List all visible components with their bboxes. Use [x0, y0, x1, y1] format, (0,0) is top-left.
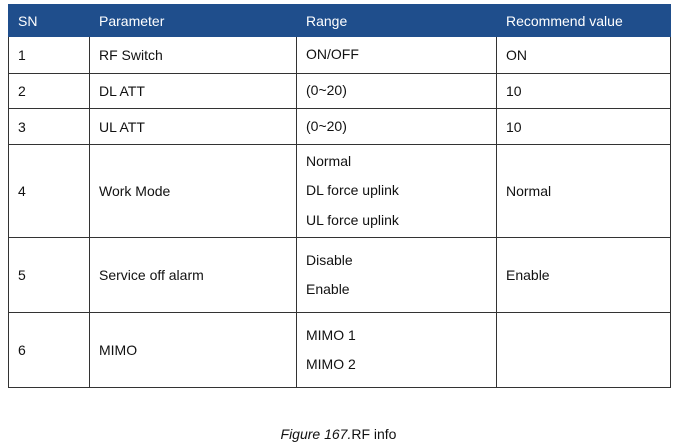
range-value: UL force uplink	[306, 211, 399, 228]
cell-sn: 3	[9, 109, 90, 145]
header-range: Range	[297, 5, 497, 37]
range-value: (0~20)	[306, 117, 347, 134]
cell-range	[297, 238, 497, 313]
range-value: ON/OFF	[306, 46, 359, 63]
header-sn: SN	[9, 5, 90, 37]
table-row	[9, 109, 671, 145]
range-value: Normal	[306, 152, 352, 169]
cell-range	[297, 313, 497, 388]
cell-range	[297, 145, 497, 238]
cell-recommend: 10	[497, 109, 671, 145]
table-header-row	[9, 5, 671, 37]
cell-sn: 6	[9, 313, 90, 388]
table-row	[9, 37, 671, 74]
table-row	[9, 145, 671, 238]
cell-parameter: UL ATT	[90, 109, 297, 145]
cell-range	[297, 109, 497, 145]
range-value: Enable	[306, 281, 350, 297]
range-value: (0~20)	[306, 82, 347, 99]
cell-sn: 1	[9, 37, 90, 74]
cell-recommend: ON	[497, 37, 671, 74]
table-row	[9, 238, 671, 313]
rf-info-table	[8, 4, 671, 388]
range-value: MIMO 2	[306, 356, 356, 372]
table-row	[9, 313, 671, 388]
cell-parameter: Service off alarm	[90, 238, 297, 313]
cell-sn: 2	[9, 74, 90, 109]
cell-sn: 4	[9, 145, 90, 238]
range-value: Disable	[306, 251, 353, 268]
header-recommend-value: Recommend value	[497, 5, 671, 37]
figure-number: Figure 167.	[280, 426, 352, 442]
cell-recommend	[497, 313, 671, 388]
cell-range	[297, 37, 497, 74]
cell-parameter: RF Switch	[90, 37, 297, 74]
cell-recommend: 10	[497, 74, 671, 109]
figure-title: RF info	[351, 426, 397, 442]
cell-recommend: Normal	[497, 145, 671, 238]
cell-parameter: Work Mode	[90, 145, 297, 238]
header-parameter: Parameter	[90, 5, 297, 37]
table-row	[9, 74, 671, 109]
range-value: DL force uplink	[306, 182, 399, 199]
range-value: MIMO 1	[306, 326, 356, 343]
cell-parameter: MIMO	[90, 313, 297, 388]
cell-range	[297, 74, 497, 109]
cell-parameter: DL ATT	[90, 74, 297, 109]
cell-recommend: Enable	[497, 238, 671, 313]
figure-caption	[0, 426, 677, 442]
cell-sn: 5	[9, 238, 90, 313]
